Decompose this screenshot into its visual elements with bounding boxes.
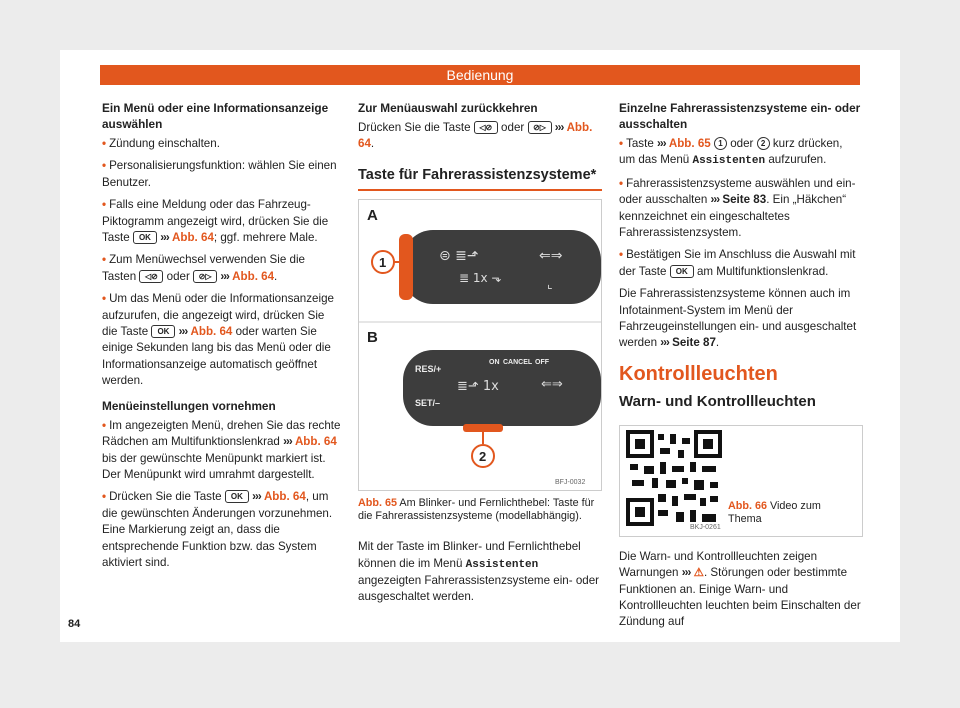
figure-link[interactable]: Abb. 65 — [668, 137, 711, 150]
chapter-title: Kontrollleuchten — [619, 362, 778, 385]
ok-key-icon: OK — [670, 265, 694, 278]
svg-text:⌞: ⌞ — [547, 277, 553, 292]
svg-text:≣ 1x ⬎: ≣ 1x ⬎ — [459, 271, 502, 286]
svg-text:RES/+: RES/+ — [415, 364, 442, 375]
figure-caption: Abb. 66 Video zum Thema — [728, 499, 821, 525]
page-link[interactable]: Seite 87 — [672, 336, 716, 350]
callout-number: 1 — [714, 137, 727, 150]
figure-link[interactable]: Abb. 64 — [294, 435, 337, 449]
figure-label-b: B — [367, 329, 378, 347]
svg-text:⇐⇒: ⇐⇒ — [541, 377, 563, 393]
figure-link[interactable]: Abb. 64 — [263, 490, 306, 504]
list-item: • Personalisierungsfunktion: wählen Sie einen Benutzer. — [102, 159, 337, 189]
lever-b-button — [463, 424, 503, 432]
bullet-icon: • — [619, 176, 624, 190]
heading-assist-toggle: Einzelne Fahrerassistenzsysteme ein- oder ausschalten — [619, 101, 861, 131]
section-title: Warn- und Kontrollleuchten — [619, 393, 816, 411]
svg-text:⇐⇒: ⇐⇒ — [539, 248, 563, 265]
list-item: • Falls eine Meldung oder das Fahrzeug-Piktogramm angezeigt wird, drücken Sie die Taste OK ››› Abb. 64; ggf. mehrere Male. — [102, 198, 329, 245]
lever-illustration — [359, 200, 601, 490]
figure-caption: Abb. 65 Am Blinker- und Fernlichthebel: Taste für die Fahrerassistenzsysteme (modellabhängig). — [358, 497, 595, 523]
page-link[interactable]: Seite 83 — [722, 193, 767, 207]
back-key-icon: ◁⊘ — [474, 121, 498, 134]
column-3 — [619, 100, 861, 638]
bullet-icon: • — [102, 159, 107, 173]
figure-link[interactable]: Abb. 64 — [358, 121, 593, 151]
qr-code-icon — [626, 430, 722, 530]
bullet-icon: • — [619, 137, 624, 150]
svg-text:ON: ON — [489, 359, 500, 367]
figure-link[interactable]: Abb. 64 — [190, 325, 233, 339]
column-2 — [358, 100, 602, 613]
lever-b — [403, 350, 601, 426]
heading-return-menu: Zur Menüauswahl zurückkehren — [358, 101, 538, 115]
figure-label-a: A — [367, 207, 378, 225]
section-header: Bedienung — [100, 65, 860, 85]
list-item: • Fahrerassistenzsysteme auswählen und ein- oder ausschalten ››› Seite 83. Ein „Häkchen“ kennzeichnet ein eingeschaltetes Fahrerassistenzsystem. — [619, 176, 856, 240]
back-key-icon: ◁⊘ — [139, 270, 163, 283]
svg-text:CANCEL: CANCEL — [503, 359, 533, 367]
forward-key-icon: ⊘▷ — [193, 270, 217, 283]
list-item: • Bestätigen Sie im Anschluss die Auswahl mit der Taste OK am Multifunktionslenkrad. — [619, 248, 856, 278]
list-item: • Im angezeigten Menü, drehen Sie das rechte Rädchen am Multifunktionslenkrad ››› Abb. 64 bis der gewünschte Menüpunkt markiert ist. Der Menüpunkt wird umrahmt dargestellt. — [102, 418, 341, 481]
figure-qr — [619, 425, 863, 537]
svg-text:1: 1 — [379, 255, 387, 271]
warning-icon: ⚠ — [693, 566, 704, 580]
lever-a-button — [399, 234, 413, 300]
ok-key-icon: OK — [151, 325, 175, 338]
paragraph: Die Warn- und Kontrollleuchten zeigen Warnungen ››› ⚠. Störungen oder bestimmte Funktionen an. Einige Warn- und Kontrollleuchten leuchten beim Einschalten der Zündung auf — [619, 549, 861, 629]
list-item: • Zum Menüwechsel verwenden Sie die Tasten ◁⊘ oder ⊘▷ ››› Abb. 64. — [102, 253, 305, 283]
svg-text:⊜ ≣⬏: ⊜ ≣⬏ — [439, 248, 479, 265]
section-title: Taste für Fahrerassistenzsysteme* — [358, 167, 602, 191]
ok-key-icon: OK — [225, 490, 249, 503]
bullet-icon: • — [102, 418, 107, 432]
callout-number: 2 — [757, 137, 770, 150]
figure-code: BKJ-0261 — [690, 523, 721, 531]
bullet-icon: • — [102, 292, 107, 306]
lever-a — [403, 230, 601, 304]
svg-text:SET/–: SET/– — [415, 398, 441, 409]
svg-text:OFF: OFF — [535, 359, 549, 367]
figure-lever — [358, 199, 602, 491]
list-item: • Drücken Sie die Taste OK ››› Abb. 64, um die gewünschten Änderungen vorzunehmen. Eine Markierung zeigt an, dass die entsprechende Funktion bzw. das System aktiviert sind. — [102, 490, 333, 569]
list-item: • Um das Menü oder die Informationsanzeige aufzurufen, die angezeigt wird, drücken Sie die Taste OK ››› Abb. 64 oder warten Sie einige Sekunden lang bis das Menü oder die Informationsanzeige automatisch geöffnet werden. — [102, 292, 334, 388]
ok-key-icon: OK — [133, 231, 157, 244]
page-number: 84 — [68, 618, 81, 630]
bullet-icon: • — [102, 253, 107, 267]
list-item: • Zündung einschalten. — [102, 137, 220, 150]
svg-text:≣⬏ 1x: ≣⬏ 1x — [457, 379, 499, 395]
heading-menu-select: Ein Menü oder eine Informationsanzeige auswählen — [102, 101, 329, 131]
figure-code: BFJ-0032 — [555, 479, 586, 487]
figure-link[interactable]: Abb. 64 — [232, 269, 275, 283]
list-item: • Taste ››› Abb. 65 1 oder 2 kurz drücken, um das Menü Assistenten aufzurufen. — [619, 137, 843, 168]
paragraph: Mit der Taste im Blinker- und Fernlichthebel können die im Menü Assistenten angezeigten Fahrerassistenzsysteme ein- oder ausgeschaltet werden. — [358, 540, 600, 604]
bullet-icon: • — [102, 198, 107, 212]
bullet-icon: • — [102, 137, 107, 150]
column-1 — [102, 100, 342, 577]
paragraph: Drücken Sie die Taste ◁⊘ oder ⊘▷ ››› Abb. 64. — [358, 121, 593, 151]
bullet-icon: • — [102, 490, 107, 504]
figure-link[interactable]: Abb. 64 — [172, 231, 214, 245]
svg-text:2: 2 — [479, 449, 487, 465]
heading-menu-settings: Menüeinstellungen vornehmen — [102, 398, 276, 413]
paragraph: Die Fahrerassistenzsysteme können auch im Infotainment-System im Menü der Fahrzeugeinstellungen ein- und ausgeschaltet werden ››› Seite 87. — [619, 287, 857, 350]
forward-key-icon: ⊘▷ — [528, 121, 552, 134]
bullet-icon: • — [619, 248, 624, 262]
